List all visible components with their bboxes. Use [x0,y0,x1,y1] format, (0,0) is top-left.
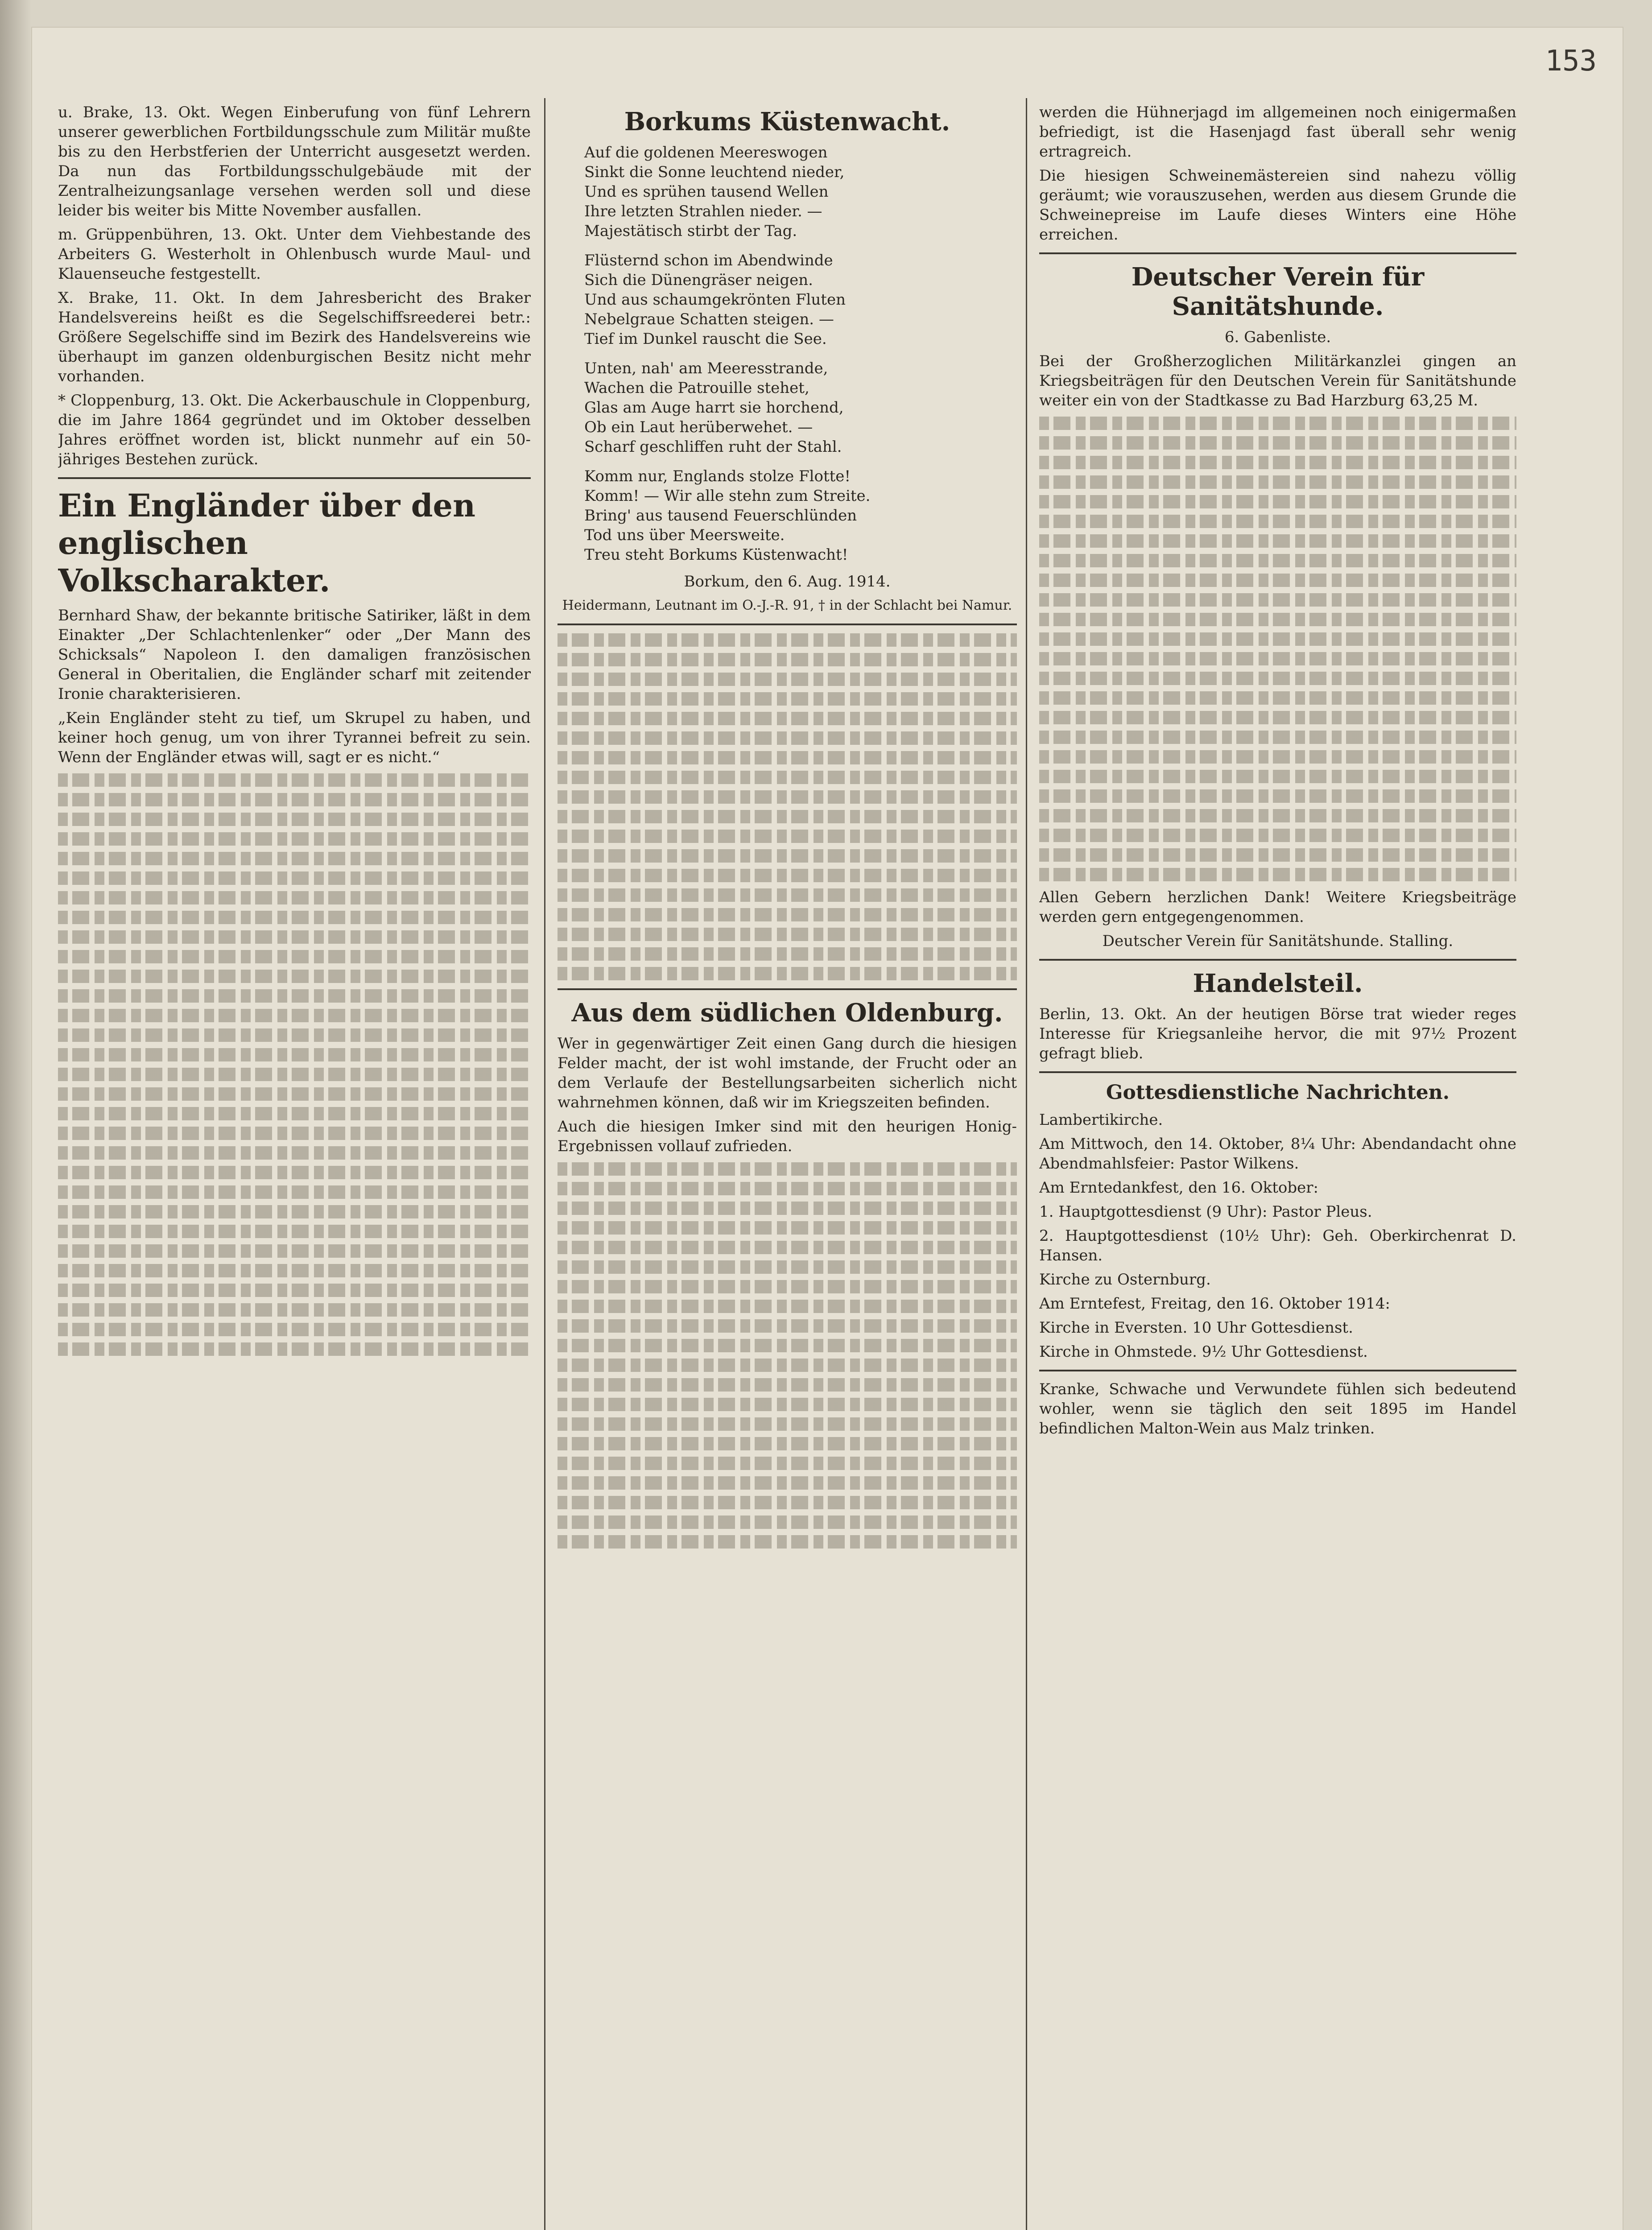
article-headline: Deutscher Verein für Sanitätshunde. [1131,262,1425,321]
column-rule [1026,98,1027,2230]
poem [558,143,1017,565]
section-rule [558,624,1017,625]
column-2 [558,103,1017,2230]
service-entry: Kirche in Eversten. 10 Uhr Gottesdienst. [1039,1319,1353,1337]
article-paragraph: Auch die hiesigen Imker sind mit den heurigen Honig-Ergebnissen vollauf zufrieden. [558,1118,1017,1155]
service-entry: 1. Hauptgottesdienst (9 Uhr): Pastor Pleus. [1039,1203,1372,1221]
poem-place-date: Borkum, den 6. Aug. 1914. [684,573,891,591]
poem-line: Auf die goldenen Meereswogen [584,144,828,161]
service-entry: Lambertikirche. [1039,1111,1163,1129]
section-rule [1039,252,1516,254]
poem-line: Wachen die Patrouille stehet, [584,379,809,397]
text-lines-placeholder [558,1162,1017,1549]
text-lines-placeholder [1039,417,1516,881]
news-item: u. Brake, 13. Okt. Wegen Einberufung von fünf Lehrern unserer gewerblichen Fortbildungsschule zum Militär mußte bis zu den Herbstferien der Unterricht ausgesetzt werden. Da nun das Fortbildungsschulgebäude mit der Zentralheizungsanlage versehen werden soll und diese leider bis weiter bis Mitte November ausfallen. [58,103,531,219]
service-entry: Kirche zu Osternburg. [1039,1271,1211,1288]
article-paragraph: Allen Gebern herzlichen Dank! Weitere Kriegsbeiträge werden gern entgegengenommen. [1039,888,1516,926]
article-signature: Deutscher Verein für Sanitätshunde. Stalling. [1102,932,1454,950]
poem-line: Flüsternd schon im Abendwinde [584,252,833,269]
news-item: * Cloppenburg, 13. Okt. Die Ackerbauschule in Cloppenburg, die im Jahre 1864 gegründet und im Oktober desselben Jahres eröffnet worden ist, blickt nunmehr auf ein 50-jähriges Bestehen zurück. [58,392,531,468]
stanza-gap [558,349,1017,359]
service-entry: Am Erntedankfest, den 16. Oktober: [1039,1179,1318,1197]
poem-title: Borkums Küstenwacht. [624,107,950,136]
poem-line: Scharf geschliffen ruht der Stahl. [584,438,842,456]
poem-line: Nebelgraue Schatten steigen. — [584,310,834,328]
poem-line: Bring' aus tausend Feuerschlünden [584,507,857,524]
section-rule [1039,959,1516,961]
article-headline: Ein Engländer über den englischen Volkscharakter. [58,487,475,599]
section-rule [1039,1370,1516,1371]
poem-line: Und es sprühen tausend Wellen [584,183,829,201]
news-item: werden die Hühnerjagd im allgemeinen noch einigermaßen befriedigt, ist die Hasenjagd fast überall sehr wenig ertragreich. [1039,103,1516,161]
service-entry: Kirche in Ohmstede. 9½ Uhr Gottesdienst. [1039,1343,1368,1361]
stanza-gap [558,457,1017,467]
article-paragraph: Bei der Großherzoglichen Militärkanzlei gingen an Kriegsbeiträgen für den Deutschen Verein für Sanitätshunde weiter ein von der Stadtkasse zu Bad Harzburg 63,25 M. [1039,352,1516,409]
section-rule [1039,1071,1516,1073]
poem-line: Sinkt die Sonne leuchtend nieder, [584,163,845,181]
poem-line: Majestätisch stirbt der Tag. [584,222,797,240]
poem-author: Heidermann, Leutnant im O.-J.-R. 91, † in der Schlacht bei Namur. [562,598,1012,613]
section-rule [558,988,1017,990]
poem-line: Komm nur, Englands stolze Flotte! [584,467,851,485]
page-gutter-shadow [0,0,31,2230]
poem-line: Tod uns über Meersweite. [584,526,785,544]
poem-line: Unten, nah' am Meeresstrande, [584,359,828,377]
service-listing [1039,1110,1516,1362]
article-paragraph: Berlin, 13. Okt. An der heutigen Börse trat wieder reges Interesse für Kriegsanleihe hervor, die mit 97½ Prozent gefragt blieb. [1039,1005,1516,1062]
text-lines-placeholder [58,773,531,1356]
column-rule [544,98,545,2230]
article-paragraph: „Kein Engländer steht zu tief, um Skrupel zu haben, und keiner hoch genug, um von ihrer Tyrannei befreit zu sein. Wenn der Engländer etwas will, sagt er es nicht.“ [58,709,531,766]
column-1 [58,103,531,2230]
news-item: Die hiesigen Schweinemästereien sind nahezu völlig geräumt; wie vorauszusehen, werden aus diesem Grunde die Schweinepreise im Laufe dieses Winters eine Höhe erreichen. [1039,167,1516,244]
article-paragraph: Bernhard Shaw, der bekannte britische Satiriker, läßt in dem Einakter „Der Schlachtenlenker“ oder „Der Mann des Schicksals“ Napoleon I. den damaligen französischen General in Oberitalien, die Engländer scharf mit zeitender Ironie charakterisieren. [58,607,531,703]
article-paragraph: Wer in gegenwärtiger Zeit einen Gang durch die hiesigen Felder macht, der ist wohl imstande, der Frucht oder an dem Verlaufe der Bestellungsarbeiten sicherlich nicht wahrnehmen können, daß wir im Kriegszeiten befinden. [558,1035,1017,1111]
poem-line: Tief im Dunkel rauscht die See. [584,330,827,348]
section-rule [58,477,531,479]
news-item: X. Brake, 11. Okt. In dem Jahresbericht des Braker Handelsvereins heißt es die Segelschiffsreederei betr.: Größere Segelschiffe sind im Bezirk des Handelsvereins wie überhaupt im ganzen oldenburgischen Besitz nicht mehr vorhanden. [58,289,531,385]
page-number: 153 [1545,45,1597,78]
service-entry: Am Mittwoch, den 14. Oktober, 8¼ Uhr: Abendandacht ohne Abendmahlsfeier: Pastor Wilkens. [1039,1135,1516,1173]
text-lines-placeholder [558,633,1017,980]
column-3 [1039,103,1516,2230]
service-entry: Am Erntefest, Freitag, den 16. Oktober 1914: [1039,1295,1390,1313]
article-subhead: 6. Gabenliste. [1224,328,1331,346]
poem-line: Und aus schaumgekrönten Fluten [584,291,846,309]
news-item: m. Grüppenbühren, 13. Okt. Unter dem Viehbestande des Arbeiters G. Westerholt in Ohlenbusch wurde Maul- und Klauenseuche festgestellt. [58,226,531,283]
article-headline: Aus dem südlichen Oldenburg. [571,998,1003,1028]
poem-line: Ob ein Laut herüberwehet. — [584,418,813,436]
poem-line: Glas am Auge harrt sie horchend, [584,399,844,417]
service-entry: 2. Hauptgottesdienst (10½ Uhr): Geh. Oberkirchenrat D. Hansen. [1039,1227,1516,1264]
section-headline-gottesdienst: Gottesdienstliche Nachrichten. [1106,1081,1450,1104]
poem-line: Ihre letzten Strahlen nieder. — [584,202,822,220]
section-headline-handelsteil: Handelsteil. [1193,969,1363,998]
poem-line: Treu steht Borkums Küstenwacht! [584,546,848,564]
stanza-gap [558,241,1017,251]
poem-line: Komm! — Wir alle stehn zum Streite. [584,487,871,505]
advertisement: Kranke, Schwache und Verwundete fühlen sich bedeutend wohler, wenn sie täglich den seit 1895 im Handel befindlichen Malton-Wein aus Malz trinken. [1039,1380,1516,1437]
newspaper-page [31,27,1623,2230]
poem-line: Sich die Dünengräser neigen. [584,271,813,289]
